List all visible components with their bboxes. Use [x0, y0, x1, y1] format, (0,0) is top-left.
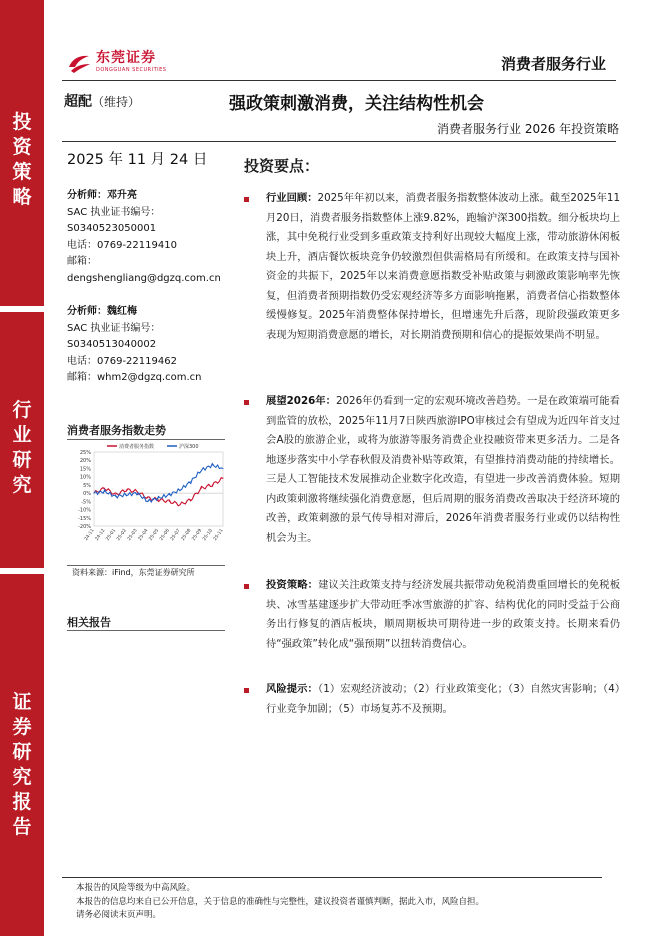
analyst-phone: 电话：0769-22119462	[67, 355, 177, 367]
key-point-heading: 展望2026年：	[266, 395, 336, 407]
analyst-email: whm2@dgzq.com.cn	[97, 372, 202, 383]
chart-source: 资料来源：iFind，东莞证券研究所	[72, 568, 195, 577]
footer-disclaimer	[76, 882, 484, 923]
data-point	[104, 488, 105, 489]
header-divider	[62, 80, 616, 81]
key-point-heading: 投资策略：	[266, 579, 319, 591]
chart-bottom-rule	[67, 565, 225, 566]
data-point	[104, 491, 105, 492]
analyst-cert-label: SAC 执业证书编号：	[67, 322, 161, 334]
data-point	[137, 491, 138, 492]
chart-title: 消费者服务指数走势	[67, 424, 166, 437]
data-point	[115, 496, 116, 497]
x-tick-label: 24-11	[84, 528, 96, 542]
sidebar-char: 略	[12, 186, 32, 208]
sidebar-char: 研	[12, 741, 32, 763]
data-point	[126, 494, 127, 495]
bullet-icon	[244, 688, 249, 693]
sidebar-char: 证	[12, 691, 32, 713]
legend-label: 消费者服务指数	[119, 444, 155, 450]
data-point	[190, 499, 191, 500]
data-point	[180, 489, 181, 490]
x-tick-label: 25-09	[191, 528, 204, 542]
logo-subtitle: DONGGUAN SECURITIES	[96, 67, 167, 73]
data-point	[212, 484, 213, 485]
analyst-email-label: 邮箱：	[67, 372, 97, 383]
x-tick-label: 25-02	[116, 528, 128, 542]
x-tick-label: 25-01	[105, 528, 118, 542]
sidebar-char: 业	[12, 424, 32, 446]
data-point	[223, 478, 224, 479]
sidebar-char: 投	[12, 111, 32, 133]
y-tick-label: 15%	[79, 466, 91, 473]
rating-note: （维持）	[92, 95, 141, 109]
y-tick-label: 5%	[83, 482, 91, 489]
footer-line: 请务必阅读末页声明。	[76, 910, 162, 920]
sidebar-char: 资	[12, 136, 32, 158]
sidebar-label-strategy	[0, 110, 44, 210]
x-tick-label: 25-05	[148, 528, 161, 542]
y-tick-label: -20%	[78, 524, 91, 530]
key-point-risk	[266, 680, 620, 719]
bullet-icon	[244, 400, 249, 405]
data-point	[190, 481, 191, 482]
bullet-icon	[244, 584, 249, 589]
data-point	[158, 499, 159, 500]
sidebar-char: 研	[12, 449, 32, 471]
report-date: 2025 年 11 月 24 日	[67, 152, 208, 168]
x-tick-label: 24-12	[94, 528, 107, 542]
y-tick-label: 25%	[79, 450, 91, 456]
legend-label: 沪深300	[179, 444, 199, 450]
footer-line: 本报告的信息均来自已公开信息，关于信息的准确性与完整性，建议投资者谨慎判断，据此入市，风险自担。	[76, 896, 485, 907]
sidebar-char: 究	[12, 766, 32, 788]
y-tick-label: -5%	[81, 499, 91, 506]
key-point-body: 2026年仍看到一定的宏观环境改善趋势。一是在政策端可能看到监管的放松，2025年11月7日陕西旅游IPO审核过会有望成为近四年首支过会A股的旅游企业，或将为旅游等服务消费企业投融资带来更多活力。二是各地逐步落实中小学春秋假及消费补贴等政策，有望推持消费动能的持续增长。三是人工智能技术发展推动企业数字化改造，有望进一步改善消费体验。短期内政策刺激将继续强化消费意愿，但后周期的服务消费改善取决于经济环境的改善，政策刺激的景气传导相对滞后，2026年消费者服务行业或仍以结构性机会为主。	[266, 395, 620, 544]
rating	[64, 91, 140, 111]
data-point	[158, 498, 159, 499]
sidebar-char: 告	[12, 816, 32, 838]
bullet-icon	[244, 197, 249, 202]
key-points-title: 投资要点：	[244, 157, 320, 175]
analyst-cert-no: S0340523050001	[67, 223, 157, 234]
analyst-name: 分析师：邓升亮	[67, 190, 137, 201]
x-tick-label: 25-11	[213, 528, 225, 542]
analyst-email: dengshengliang@dgzq.com.cn	[67, 272, 221, 284]
sidebar-char: 行	[12, 399, 32, 421]
key-point-heading: 风险提示：	[266, 683, 318, 695]
data-point	[169, 494, 170, 495]
chart-top-rule	[67, 439, 225, 440]
report-subtitle: 消费者服务行业 2026 年投资策略	[437, 122, 620, 136]
analyst-cert-label: SAC 执业证书编号：	[67, 206, 161, 218]
analyst-email-line	[67, 370, 237, 387]
sidebar-char: 报	[12, 791, 32, 813]
rating-value: 超配	[64, 94, 92, 110]
related-rule	[67, 630, 225, 631]
data-point	[94, 493, 95, 494]
data-point	[212, 465, 213, 466]
analyst-cert-no: S0340513040002	[67, 339, 157, 350]
y-tick-label: 10%	[79, 474, 91, 481]
x-tick-label: 25-10	[202, 528, 214, 542]
key-point-review	[266, 189, 620, 345]
title-divider	[62, 141, 616, 142]
x-tick-label: 25-03	[127, 528, 139, 542]
index-trend-chart	[67, 442, 227, 567]
footer-line: 本报告的风险等级为中高风险。	[76, 883, 196, 893]
key-point-strategy	[266, 576, 620, 654]
sidebar-char: 究	[12, 474, 32, 496]
analyst-phone: 电话：0769-22119410	[67, 239, 177, 251]
y-tick-label: 20%	[79, 458, 91, 465]
y-tick-label: -15%	[78, 515, 91, 522]
sidebar-label-industry	[0, 398, 44, 498]
y-tick-label: 0%	[83, 491, 91, 498]
logo-name: 东莞证券	[96, 50, 156, 66]
chart-plot-frame	[94, 452, 223, 526]
analyst-email-label: 邮箱：	[67, 256, 97, 267]
analyst-card	[67, 304, 237, 387]
data-point	[147, 498, 148, 499]
logo-mark-icon	[66, 50, 92, 76]
series-line-csi300	[94, 464, 223, 502]
x-tick-label: 25-07	[170, 528, 182, 542]
x-tick-label: 25-04	[137, 528, 150, 542]
company-logo	[66, 50, 186, 78]
data-point	[201, 470, 202, 471]
industry-title: 消费者服务行业	[500, 55, 606, 73]
x-tick-label: 25-08	[180, 528, 193, 542]
data-point	[201, 488, 202, 489]
x-tick-label: 25-06	[159, 528, 171, 542]
key-point-body: 建议关注政策支持与经济发展共振带动免税消费重回增长的免税板块、冰雪基建逐步扩大带动旺季冰雪旅游的扩容、结构优化的同时受益于公商务出行修复的酒店板块，顺周期板块可期待进一步的政策支持。长期来看仍待“强政策”转化成“强预期”以扭转消费信心。	[266, 579, 621, 650]
series-line-consumer-services	[94, 478, 223, 506]
sidebar-label-report	[0, 690, 44, 840]
y-tick-label: -10%	[78, 507, 91, 514]
key-point-heading: 行业回顾：	[266, 192, 318, 204]
data-point	[169, 501, 170, 502]
analyst-card	[67, 188, 237, 287]
key-point-outlook	[266, 392, 620, 548]
data-point	[180, 504, 181, 505]
sidebar-char: 券	[12, 716, 32, 738]
data-point	[223, 468, 224, 469]
data-point	[147, 501, 148, 502]
key-point-body: （1）宏观经济波动；（2）行业政策变化；（3）自然灾害影响；（4）行业竞争加剧；（5）市场复苏不及预期。	[266, 683, 620, 715]
report-title: 强政策刺激消费，关注结构性机会	[229, 94, 484, 114]
key-point-body: 2025年年初以来，消费者服务指数整体波动上涨。截至2025年11月20日，消费者服务指数整体上涨9.82%，跑输沪深300指数。细分板块均上涨，其中免税行业受到多重政策支持利好出现较大幅度上涨，带动旅游休闲板块上升，酒店餐饮板块竞争仍较激烈但供需格局有所缓和。在政策支持与国补资金的共振下，2025年以来消费意愿指数受补贴政策与刺激政策影响率先恢复，但消费者预期指数仍受宏观经济等多方面影响拖累，消费者信心指数整体缓慢修复。2025年消费整体保持增长，但增速先升后落，现阶段强政策更多表现为短期消费意愿的增长，对长期消费预期和信心的提振效果尚不明显。	[266, 192, 620, 341]
data-point	[137, 493, 138, 494]
footer-divider	[62, 877, 602, 878]
data-point	[126, 489, 127, 490]
analyst-name: 分析师：魏红梅	[67, 306, 137, 317]
related-reports-heading: 相关报告	[67, 616, 111, 629]
sidebar-char: 策	[12, 161, 32, 183]
